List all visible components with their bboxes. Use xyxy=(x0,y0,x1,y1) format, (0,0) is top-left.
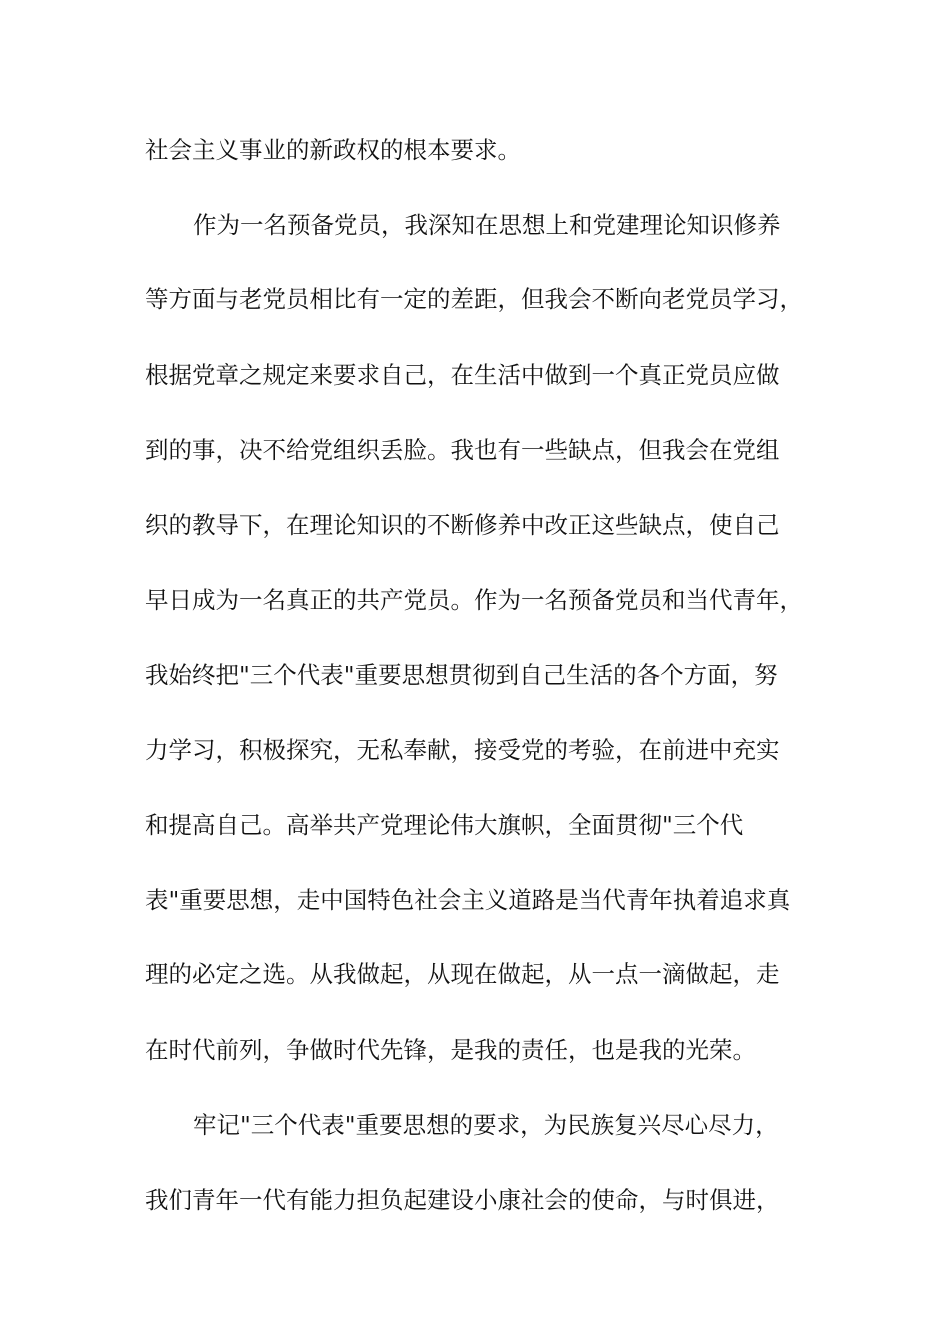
text-line: 根据党章之规定来要求自己，在生活中做到一个真正党员应做 xyxy=(145,361,780,389)
text-line: 等方面与老党员相比有一定的差距，但我会不断向老党员学习， xyxy=(145,285,803,313)
text-line: 在时代前列，争做时代先锋，是我的责任，也是我的光荣。 xyxy=(145,1036,756,1064)
text-line: 社会主义事业的新政权的根本要求。 xyxy=(145,136,521,164)
text-line: 表"重要思想，走中国特色社会主义道路是当代青年执着追求真 xyxy=(145,886,791,914)
paragraph-start-line: 作为一名预备党员，我深知在思想上和党建理论知识修养 xyxy=(193,211,781,239)
paragraph-start-line: 牢记"三个代表"重要思想的要求，为民族复兴尽心尽力， xyxy=(193,1111,779,1139)
text-line: 我始终把"三个代表"重要思想贯彻到自己生活的各个方面，努 xyxy=(145,661,778,689)
text-line: 早日成为一名真正的共产党员。作为一名预备党员和当代青年， xyxy=(145,586,803,614)
text-line: 我们青年一代有能力担负起建设小康社会的使命，与时俱进， xyxy=(145,1186,780,1214)
text-line: 和提高自己。高举共产党理论伟大旗帜，全面贯彻"三个代 xyxy=(145,811,744,839)
text-line: 织的教导下，在理论知识的不断修养中改正这些缺点，使自己 xyxy=(145,511,780,539)
text-line: 力学习，积极探究，无私奉献，接受党的考验，在前进中充实 xyxy=(145,736,780,764)
text-line: 理的必定之选。从我做起，从现在做起，从一点一滴做起，走 xyxy=(145,960,780,988)
text-line: 到的事，决不给党组织丢脸。我也有一些缺点，但我会在党组 xyxy=(145,436,780,464)
